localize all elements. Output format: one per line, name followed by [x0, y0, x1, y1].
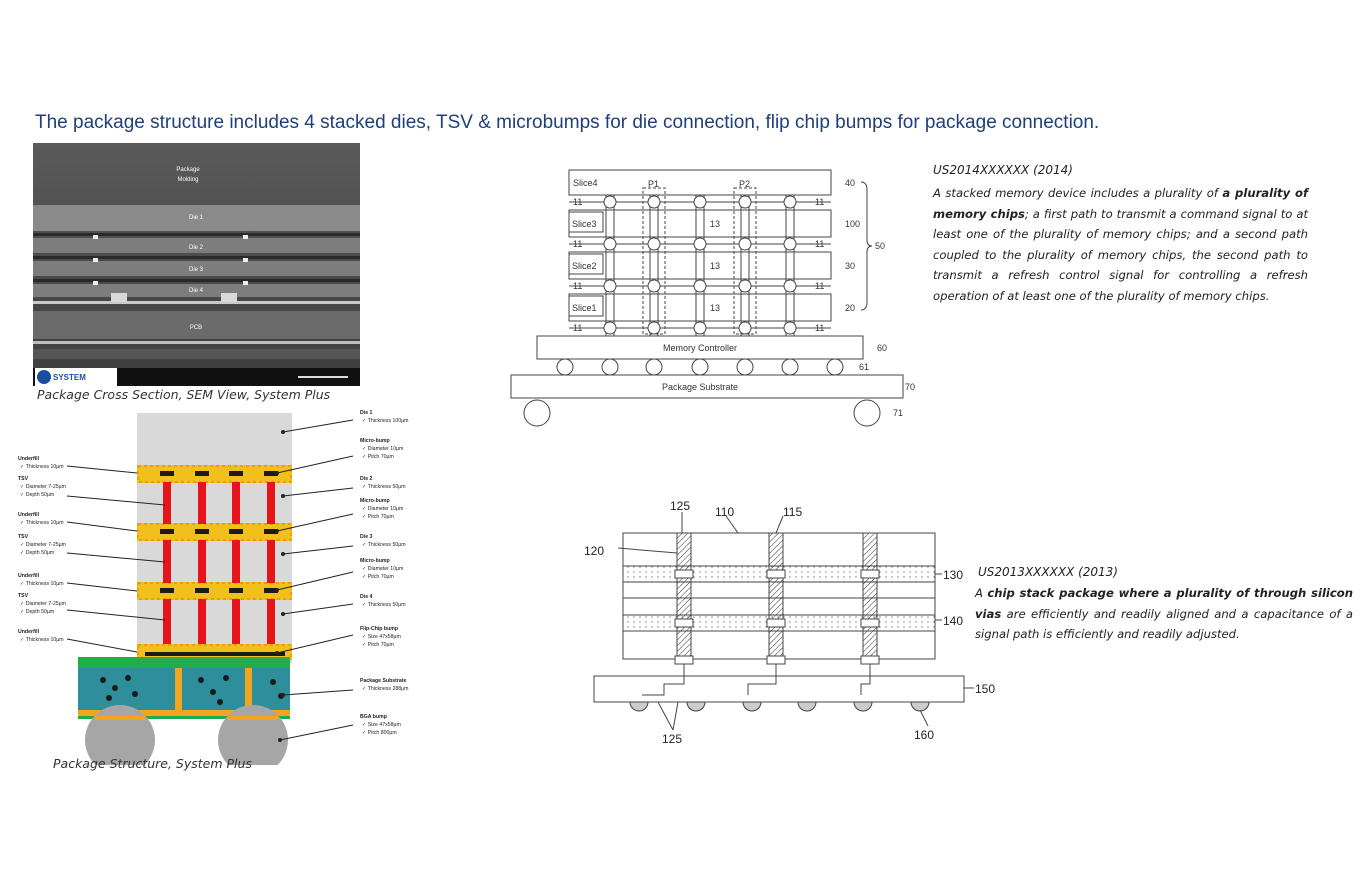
left-label-1-line0: ✓ Diameter 7-25µm [20, 484, 66, 490]
sem-label-pcb: PCB [189, 325, 203, 331]
right-label-0-line0: ✓ Thickness 100µm [362, 418, 409, 424]
package-substrate-label: Package Substrate [661, 382, 739, 392]
ref-120: 120 [584, 544, 605, 558]
system-plus-logo-icon [37, 370, 51, 384]
ref-11-g: 11 [815, 281, 825, 291]
right-label-7-line1: ✓ Pitch 70µm [362, 642, 394, 648]
ref-100: 100 [845, 219, 861, 229]
right-label-1-title: Micro-bump [360, 438, 390, 444]
left-label-6-title: Underfill [18, 629, 40, 635]
package-structure-diagram [15, 410, 435, 765]
ref-13-c: 13 [710, 303, 721, 313]
right-label-9-title: BGA bump [360, 714, 387, 720]
ref-11-d: 11 [573, 323, 583, 333]
right-label-6-title: Die 4 [360, 594, 373, 600]
patent1-description [933, 183, 1308, 306]
ref-11-f: 11 [815, 239, 825, 249]
ref-50: 50 [875, 241, 886, 251]
right-label-2-line0: ✓ Thickness 50µm [362, 484, 406, 490]
patent1-diagram [505, 160, 925, 430]
ref-61: 61 [859, 362, 870, 372]
ref-40: 40 [845, 178, 856, 188]
left-label-0-line0: ✓ Thickness 10µm [20, 464, 64, 470]
sem-caption: Package Cross Section, SEM View, System Plus [37, 387, 331, 402]
ref-71: 71 [893, 408, 904, 418]
patent1-body-part0: A stacked memory device includes a plurality of [933, 186, 1223, 200]
right-label-5-title: Micro-bump [360, 558, 390, 564]
right-label-0-title: Die 1 [360, 410, 373, 416]
right-label-4-title: Die 3 [360, 534, 373, 540]
sem-label-molding: Molding [177, 177, 199, 183]
patent2-title: US2013XXXXXX (2013) [978, 565, 1118, 579]
sem-label-die4: Die 4 [188, 288, 204, 294]
sem-label-die1: Die 1 [188, 215, 204, 221]
ref-70: 70 [905, 382, 916, 392]
right-label-2-title: Die 2 [360, 476, 373, 482]
right-label-3-title: Micro-bump [360, 498, 390, 504]
right-label-9-line1: ✓ Pitch 800µm [362, 730, 397, 736]
ref-115: 115 [783, 505, 803, 519]
ref-140: 140 [943, 614, 964, 628]
slide-title: The package structure includes 4 stacked dies, TSV & microbumps for die connection, flip chip bumps for package connection. [35, 112, 1100, 133]
slice4-label: Slice4 [573, 178, 598, 188]
left-label-3-line1: ✓ Depth 50µm [20, 550, 55, 556]
left-label-2-title: Underfill [18, 512, 40, 518]
sem-logo-text: SYSTEM [53, 373, 86, 382]
left-label-5-line0: ✓ Diameter 7-25µm [20, 601, 66, 607]
right-label-6-line0: ✓ Thickness 50µm [362, 602, 406, 608]
left-label-0-title: Underfill [18, 456, 40, 462]
sem-label-die3: Die 3 [188, 267, 204, 273]
ref-130: 130 [943, 568, 964, 582]
ref-160: 160 [914, 728, 935, 742]
memory-controller-label: Memory Controller [662, 343, 738, 353]
left-label-5-line1: ✓ Depth 50µm [20, 609, 55, 615]
sem-cross-section-image [33, 143, 360, 386]
left-label-2-line0: ✓ Thickness 10µm [20, 520, 64, 526]
ref-125-bottom: 125 [662, 732, 683, 745]
ref-11-e: 11 [815, 197, 825, 207]
patent2-body-part2: are efficiently and readily aligned and a capacitance of a signal path is efficiently and readily adjusted. [975, 606, 1353, 641]
left-label-4-title: Underfill [18, 573, 40, 579]
left-label-4-line0: ✓ Thickness 10µm [20, 581, 64, 587]
ref-13-a: 13 [710, 219, 721, 229]
left-label-6-line0: ✓ Thickness 10µm [20, 637, 64, 643]
right-label-1-line0: ✓ Diameter 10µm [362, 446, 404, 452]
right-label-5-line0: ✓ Diameter 10µm [362, 566, 404, 572]
ref-11-h: 11 [815, 323, 825, 333]
right-label-8-line0: ✓ Thickness 288µm [362, 686, 409, 692]
ref-110: 110 [715, 505, 735, 519]
sem-label-package: Package [176, 167, 200, 173]
patent2-diagram [578, 490, 998, 745]
slice3-label: Slice3 [572, 219, 597, 229]
right-label-1-line1: ✓ Pitch 70µm [362, 454, 394, 460]
right-label-3-line1: ✓ Pitch 70µm [362, 514, 394, 520]
right-label-7-line0: ✓ Size 47x58µm [362, 634, 401, 640]
left-label-3-title: TSV [18, 534, 29, 540]
ref-11-b: 11 [573, 239, 583, 249]
right-label-9-line0: ✓ Size 47x58µm [362, 722, 401, 728]
ref-11-a: 11 [573, 197, 583, 207]
right-label-4-line0: ✓ Thickness 50µm [362, 542, 406, 548]
ref-60: 60 [877, 343, 888, 353]
ref-30: 30 [845, 261, 856, 271]
right-label-3-line0: ✓ Diameter 10µm [362, 506, 404, 512]
patent2-body-part0: A [975, 586, 988, 600]
right-label-8-title: Package Substrate [360, 678, 407, 684]
right-label-5-line1: ✓ Pitch 70µm [362, 574, 394, 580]
left-label-5-title: TSV [18, 593, 29, 599]
slice1-label: Slice1 [572, 303, 597, 313]
path-p2-label: P2 [739, 179, 751, 189]
left-label-1-line1: ✓ Depth 50µm [20, 492, 55, 498]
left-label-1-title: TSV [18, 476, 29, 482]
path-p1-label: P1 [648, 179, 660, 189]
patent1-body-part1: a plurality of memory chips [933, 186, 1308, 221]
right-label-7-title: Flip-Chip bump [360, 626, 399, 632]
ref-150: 150 [975, 682, 996, 696]
patent1-body-part2: ; a first path to transmit a command signal to at least one of the plurality of memory chips; and a second path coupled to the plurality of memory chips, the second path to transmit a refresh control signal for controlling a refresh operation of at least one of the plurality of memory chips. [933, 206, 1308, 303]
patent1-title: US2014XXXXXX (2014) [933, 163, 1073, 177]
left-label-3-line0: ✓ Diameter 7-25µm [20, 542, 66, 548]
sem-label-die2: Die 2 [188, 245, 204, 251]
structure-caption: Package Structure, System Plus [53, 756, 252, 771]
patent2-description [975, 583, 1353, 645]
slice2-label: Slice2 [572, 261, 597, 271]
ref-11-c: 11 [573, 281, 583, 291]
ref-125-top: 125 [670, 499, 691, 513]
ref-20: 20 [845, 303, 856, 313]
ref-13-b: 13 [710, 261, 721, 271]
patent2-body-part1: chip stack package where a plurality of through silicon vias [975, 586, 1353, 621]
